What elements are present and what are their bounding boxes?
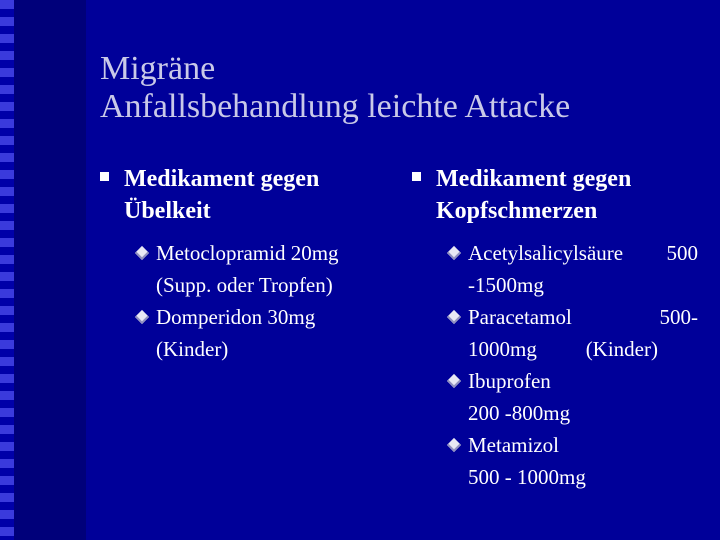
list-item <box>134 237 380 301</box>
item-dose: 500- <box>659 305 698 329</box>
item-text: Paracetamol <box>468 305 572 329</box>
right-heading-line-1: Medikament gegen <box>436 166 632 192</box>
right-heading-line-2: Kopfschmerzen <box>436 198 598 224</box>
list-item <box>446 429 702 493</box>
list-item <box>446 365 702 429</box>
diamond-bullet-icon <box>447 438 461 452</box>
diamond-bullet-icon <box>447 374 461 388</box>
striped-border-decoration <box>0 0 22 540</box>
item-text-line-1: Domperidon 30mg <box>156 305 316 329</box>
square-bullet-icon <box>100 172 109 181</box>
item-note: (Kinder) <box>585 337 658 361</box>
left-heading-item <box>100 163 380 227</box>
diamond-bullet-icon <box>447 310 461 324</box>
list-item <box>134 301 380 365</box>
item-text-line-2: -1500mg <box>468 273 544 297</box>
diamond-bullet-icon <box>447 246 461 260</box>
title-line-1: Migräne <box>100 50 216 87</box>
square-bullet-icon <box>412 172 421 181</box>
left-heading-line-1: Medikament gegen <box>124 166 320 192</box>
left-sublist <box>134 237 380 365</box>
diamond-bullet-icon <box>135 246 149 260</box>
right-heading <box>436 163 631 227</box>
item-text-line-2: 500 - 1000mg <box>468 465 586 489</box>
item-text-line-1: Ibuprofen <box>468 369 551 393</box>
list-item <box>446 237 702 301</box>
left-heading-line-2: Übelkeit <box>124 198 211 224</box>
diamond-bullet-icon <box>135 310 149 324</box>
right-column <box>412 163 702 493</box>
item-dose-line-2: 1000mg <box>468 337 537 361</box>
title-line-2: Anfallsbehandlung leichte Attacke <box>100 88 571 125</box>
item-dose: 500 <box>666 241 698 265</box>
left-column <box>100 163 380 365</box>
item-text-line-1: Metamizol <box>468 433 559 457</box>
item-text-line-2: (Kinder) <box>156 337 229 361</box>
right-heading-item <box>412 163 702 227</box>
item-text-line-1: Metoclopramid 20mg <box>156 241 339 265</box>
list-item <box>446 301 702 365</box>
item-text-line-2: 200 -800mg <box>468 401 571 425</box>
item-text: Acetylsalicylsäure <box>468 241 624 265</box>
left-heading <box>124 163 319 227</box>
right-sublist <box>446 237 702 493</box>
item-text-line-2: (Supp. oder Tropfen) <box>156 273 333 297</box>
slide-title <box>100 50 700 126</box>
